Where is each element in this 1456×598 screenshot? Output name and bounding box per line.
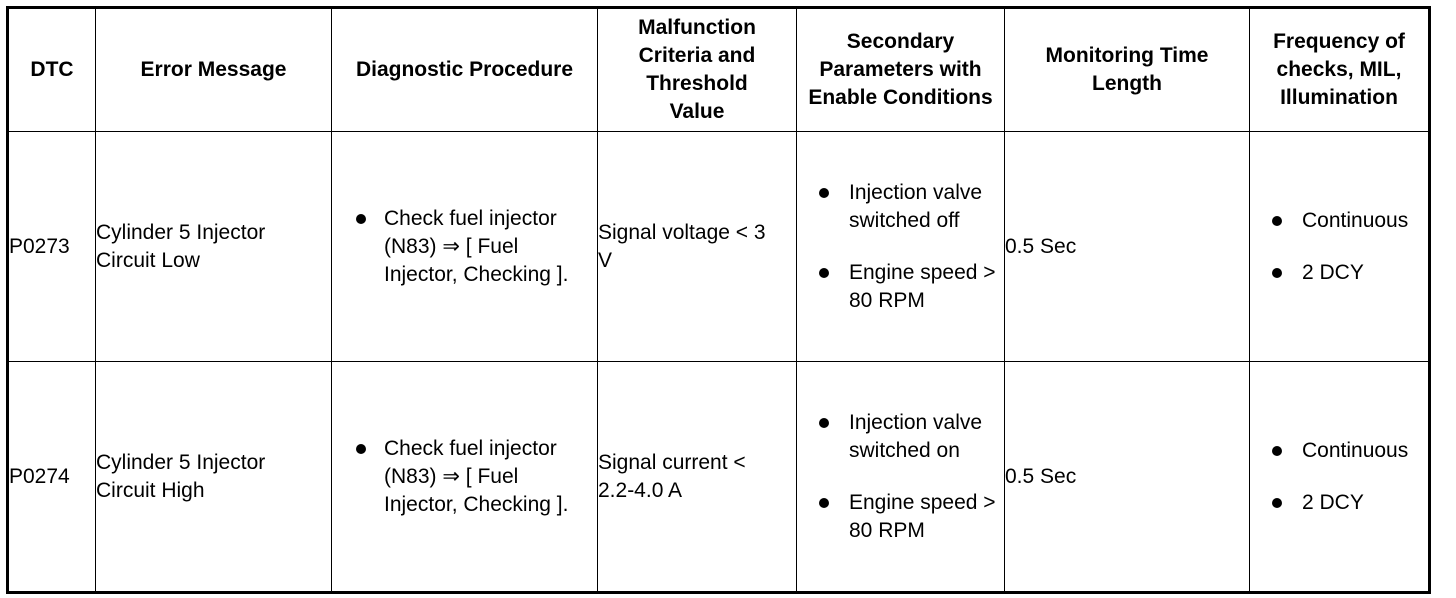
parameter-text: Engine speed > 80 RPM <box>849 260 996 312</box>
frequency-text: 2 DCY <box>1302 490 1364 514</box>
dtc-code: P0274 <box>8 362 96 593</box>
parameter-item <box>797 179 998 235</box>
frequency-item <box>1250 207 1428 235</box>
procedure-text: Check fuel injector (N83) ⇒ [ Fuel Injector, Checking ]. <box>384 206 569 286</box>
bullet-icon <box>819 498 829 508</box>
header-dtc: DTC <box>8 8 96 132</box>
procedure-item <box>332 435 597 519</box>
malfunction-criteria: Signal current < 2.2-4.0 A <box>598 362 797 593</box>
parameter-text: Injection valve switched on <box>849 410 983 462</box>
monitoring-time: 0.5 Sec <box>1005 362 1250 593</box>
table-row <box>8 132 1430 362</box>
malfunction-criteria: Signal voltage < 3 V <box>598 132 797 362</box>
frequency <box>1250 362 1430 593</box>
header-diagnostic-procedure: Diagnostic Procedure <box>332 8 598 132</box>
bullet-icon <box>1272 268 1282 278</box>
header-secondary-parameters: Secondary Parameters with Enable Conditions <box>797 8 1005 132</box>
frequency-text: Continuous <box>1302 438 1409 462</box>
secondary-parameters <box>797 362 1005 593</box>
bullet-icon <box>356 444 366 454</box>
dtc-table <box>6 6 1431 594</box>
header-frequency: Frequency of checks, MIL, Illumination <box>1250 8 1430 132</box>
frequency-item <box>1250 489 1428 517</box>
bullet-icon <box>819 418 829 428</box>
parameter-item <box>797 409 998 465</box>
monitoring-time: 0.5 Sec <box>1005 132 1250 362</box>
frequency-text: Continuous <box>1302 208 1409 232</box>
error-message: Cylinder 5 Injector Circuit Low <box>96 132 332 362</box>
frequency-item <box>1250 437 1428 465</box>
parameter-item <box>797 489 998 545</box>
bullet-icon <box>819 188 829 198</box>
frequency-item <box>1250 259 1428 287</box>
frequency <box>1250 132 1430 362</box>
header-row <box>8 8 1430 132</box>
bullet-icon <box>356 214 366 224</box>
header-malfunction-criteria: Malfunction Criteria and Threshold Value <box>598 8 797 132</box>
diagnostic-procedure <box>332 132 598 362</box>
frequency-text: 2 DCY <box>1302 260 1364 284</box>
procedure-text: Check fuel injector (N83) ⇒ [ Fuel Injector, Checking ]. <box>384 436 569 516</box>
diagnostic-procedure <box>332 362 598 593</box>
header-monitoring-time: Monitoring Time Length <box>1005 8 1250 132</box>
parameter-text: Injection valve switched off <box>849 180 983 232</box>
procedure-item <box>332 205 597 289</box>
parameter-text: Engine speed > 80 RPM <box>849 490 996 542</box>
dtc-code: P0273 <box>8 132 96 362</box>
bullet-icon <box>1272 216 1282 226</box>
bullet-icon <box>1272 446 1282 456</box>
bullet-icon <box>819 268 829 278</box>
error-message: Cylinder 5 Injector Circuit High <box>96 362 332 593</box>
parameter-item <box>797 259 998 315</box>
secondary-parameters <box>797 132 1005 362</box>
table-row <box>8 362 1430 593</box>
bullet-icon <box>1272 498 1282 508</box>
header-error-message: Error Message <box>96 8 332 132</box>
